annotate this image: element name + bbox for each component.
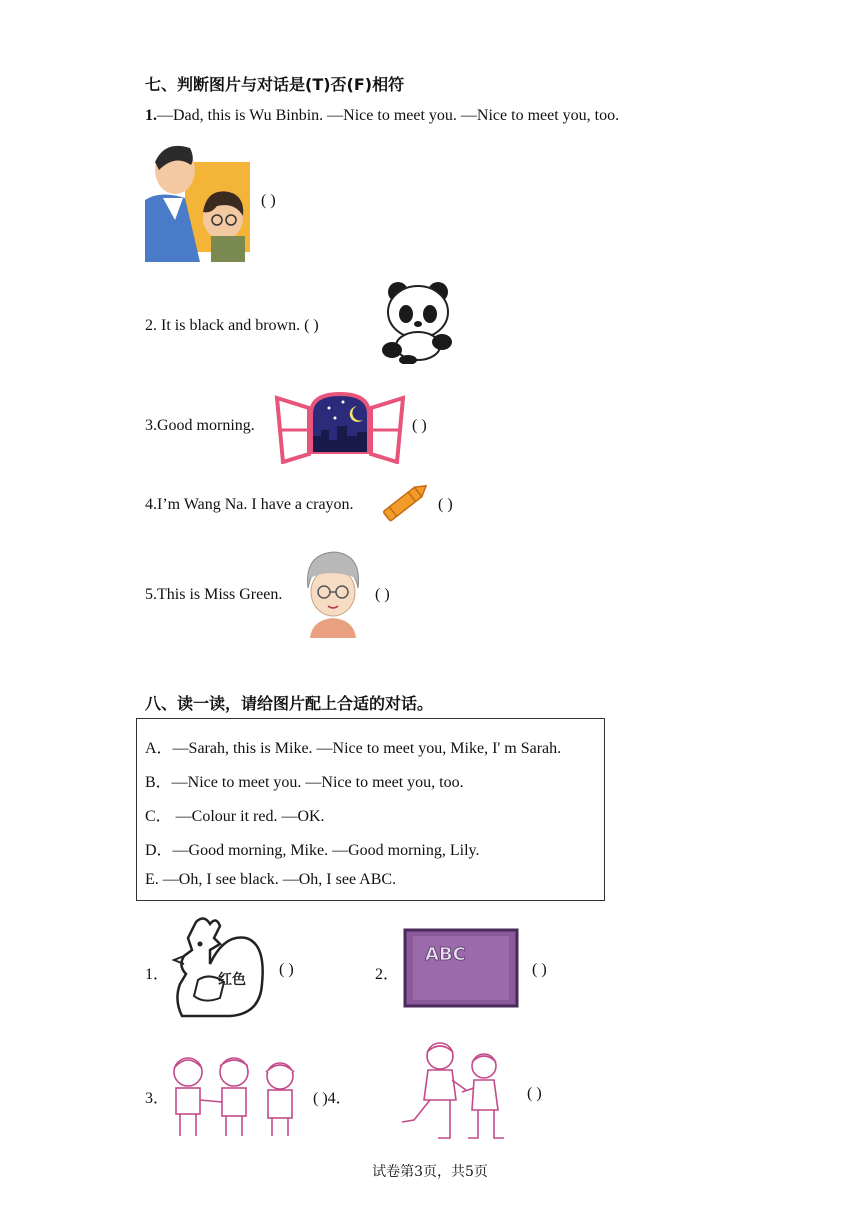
question-4: 4.I’m Wang Na. I have a crayon. [145,496,354,513]
question-4-answer-blank[interactable]: ( ) [438,496,453,513]
question-1-text: —Dad, this is Wu Binbin. —Nice to meet you. —Nice to meet you, too. [157,107,620,124]
item-2-number: 2． [375,966,400,983]
panda-image [378,280,458,364]
question-5-answer-blank[interactable]: ( ) [375,586,390,603]
night-window-image [273,390,407,464]
question-1 [145,107,619,125]
option-e: E. —Oh, I see black. —Oh, I see ABC. [145,871,397,888]
option-b: B．—Nice to meet you. —Nice to meet you, too. [145,774,464,791]
miss-green-image [300,548,366,638]
question-2: 2. It is black and brown. ( ) [145,317,319,334]
option-a: A．—Sarah, this is Mike. —Nice to meet you, Mike, I' m Sarah. [145,740,562,757]
blackboard-image [403,928,519,1010]
crayon-image [374,478,434,528]
dad-and-boy-image [145,140,253,262]
section-8-heading: 八、读一读，请给图片配上合适的对话。 [145,694,434,713]
page-footer: 试卷第3页，共5页 [372,1164,488,1180]
item-1-number: 1． [145,966,170,983]
question-1-number: 1. [145,107,157,124]
section-7-heading: 七、判断图片与对话是(T)否(F)相符 [145,75,405,94]
question-3: 3.Good morning. [145,417,255,434]
item-4-answer-blank[interactable]: ( ) [527,1085,542,1102]
question-5: 5.This is Miss Green. [145,586,283,603]
options-box [136,718,605,901]
item-2-answer-blank[interactable]: ( ) [532,961,547,978]
blackboard-text: ABC [425,944,466,965]
rooster-colouring-image [170,914,266,1020]
rooster-label: 红色 [218,972,246,988]
boys-shaking-hands-image [394,1040,514,1142]
item-1-answer-blank[interactable]: ( ) [279,961,294,978]
item-3-number: 3． [145,1090,170,1107]
option-d: D．—Good morning, Mike. —Good morning, Lily. [145,842,480,859]
item-3-answer-blank[interactable]: ( )4． [313,1090,352,1107]
children-meeting-image [168,1050,302,1138]
question-1-answer-blank[interactable]: ( ) [261,192,276,209]
option-c: C． —Colour it red. —OK. [145,808,325,825]
question-3-answer-blank[interactable]: ( ) [412,417,427,434]
